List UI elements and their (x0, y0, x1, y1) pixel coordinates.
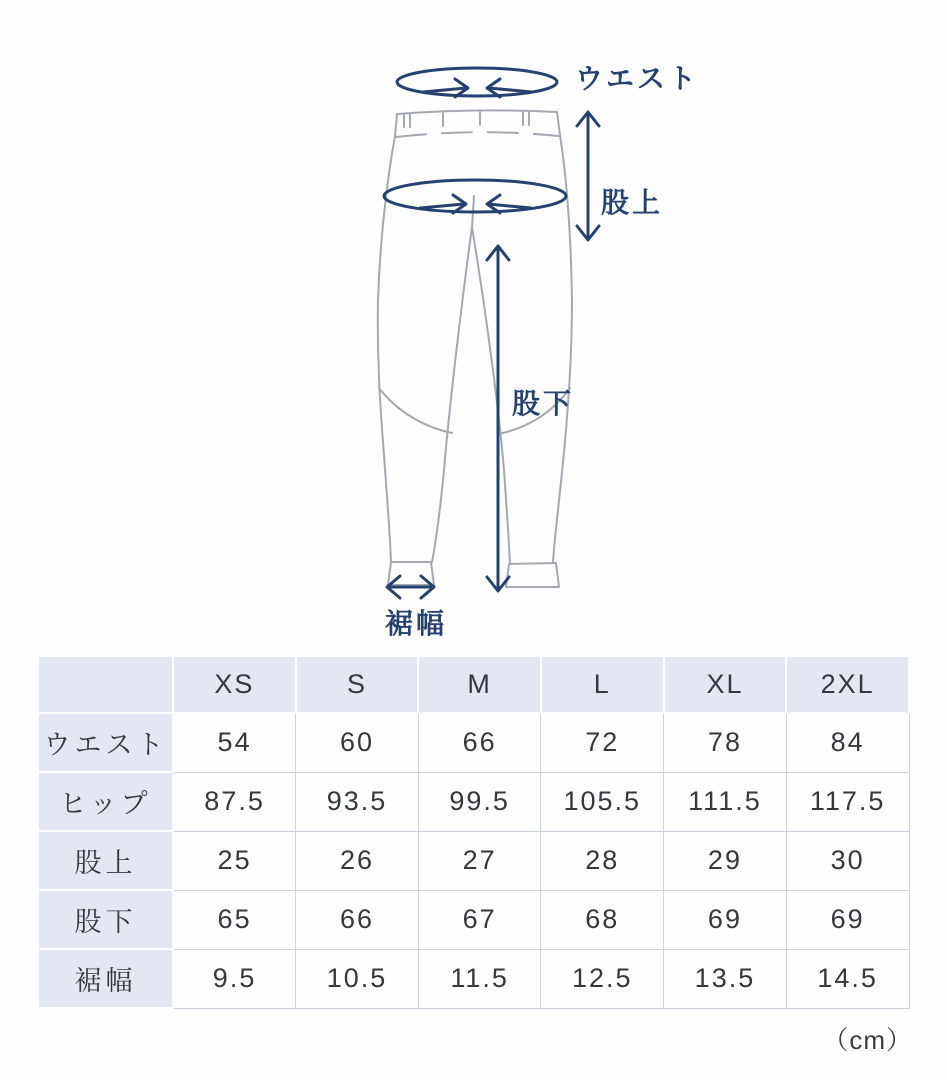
rise-label: 股上 (601, 187, 664, 218)
table-cell: 28 (541, 831, 664, 890)
table-cell: 69 (786, 890, 909, 949)
hem-width-label: 裾幅 (385, 608, 448, 639)
rise-measure-arrow (577, 112, 599, 240)
table-cell: 25 (173, 831, 296, 890)
hip-measure-ellipse (384, 180, 566, 213)
table-cell: 68 (541, 890, 664, 949)
table-cell: 27 (418, 831, 541, 890)
col-header-xs: XS (173, 656, 296, 713)
table-cell: 87.5 (173, 772, 296, 831)
table-cell: 117.5 (786, 772, 909, 831)
table-header-row (38, 656, 909, 713)
corner-cell (38, 656, 173, 713)
size-table (37, 655, 910, 1009)
table-cell: 69 (664, 890, 787, 949)
table-cell: 99.5 (418, 772, 541, 831)
table-cell: 12.5 (541, 949, 664, 1008)
hem-width-measure-arrow (387, 576, 434, 598)
table-cell: 65 (173, 890, 296, 949)
waist-measure-ellipse (397, 68, 557, 97)
table-cell: 10.5 (296, 949, 419, 1008)
table-cell: 26 (296, 831, 419, 890)
col-header-m: M (418, 656, 541, 713)
row-label: 裾幅 (38, 949, 173, 1008)
table-cell: 60 (296, 713, 419, 772)
col-header-s: S (296, 656, 419, 713)
row-label: ヒップ (38, 772, 173, 831)
inseam-label: 股下 (512, 388, 575, 419)
table-cell: 105.5 (541, 772, 664, 831)
row-label: 股下 (38, 890, 173, 949)
table-cell: 78 (664, 713, 787, 772)
table-row-rise (38, 831, 909, 890)
table-row-hip (38, 772, 909, 831)
table-cell: 13.5 (664, 949, 787, 1008)
waist-label: ウエスト (575, 63, 700, 94)
pants-outline (378, 110, 575, 587)
table-cell: 30 (786, 831, 909, 890)
col-header-l: L (541, 656, 664, 713)
table-cell: 66 (418, 713, 541, 772)
table-cell: 66 (296, 890, 419, 949)
table-row-inseam (38, 890, 909, 949)
table-cell: 67 (418, 890, 541, 949)
table-row-waist (38, 713, 909, 772)
table-cell: 84 (786, 713, 909, 772)
col-header-2xl: 2XL (786, 656, 909, 713)
col-header-xl: XL (664, 656, 787, 713)
table-cell: 72 (541, 713, 664, 772)
unit-note: （cm） (822, 1025, 913, 1055)
table-cell: 111.5 (664, 772, 787, 831)
row-label: ウエスト (38, 713, 173, 772)
table-cell: 93.5 (296, 772, 419, 831)
inseam-measure-arrow (487, 246, 509, 591)
table-cell: 54 (173, 713, 296, 772)
table-cell: 11.5 (418, 949, 541, 1008)
row-label: 股上 (38, 831, 173, 890)
table-cell: 9.5 (173, 949, 296, 1008)
table-cell: 29 (664, 831, 787, 890)
table-cell: 14.5 (786, 949, 909, 1008)
table-row-hem-width (38, 949, 909, 1008)
